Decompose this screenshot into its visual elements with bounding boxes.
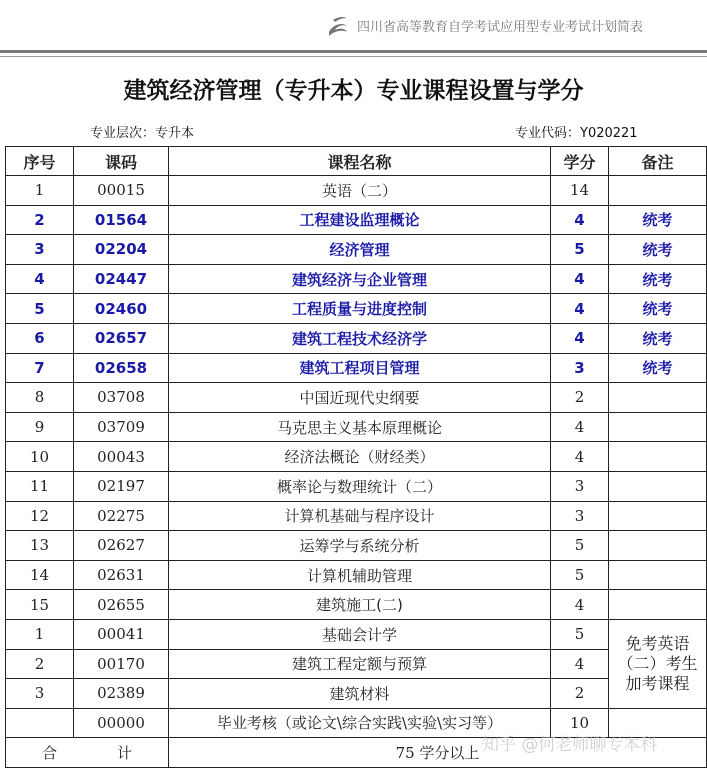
table-row — [6, 176, 707, 206]
note — [609, 471, 707, 501]
table-row — [6, 205, 707, 235]
course-code: 03708 — [74, 383, 169, 413]
table-row — [6, 264, 707, 294]
col-credit: 学分 — [551, 147, 609, 176]
course-name: 建筑材料 — [169, 679, 551, 709]
course-code: 02204 — [74, 235, 169, 265]
row-no: 1 — [6, 619, 74, 649]
credit: 3 — [551, 353, 609, 383]
note: 统考 — [609, 205, 707, 235]
table-row — [6, 471, 707, 501]
credit: 10 — [551, 708, 609, 738]
course-code: 02389 — [74, 679, 169, 709]
table-row — [6, 590, 707, 620]
note — [609, 560, 707, 590]
course-code: 02460 — [74, 294, 169, 324]
note: 统考 — [609, 323, 707, 353]
row-no: 2 — [6, 649, 74, 679]
course-code: 00170 — [74, 649, 169, 679]
course-code: 00015 — [74, 176, 169, 206]
course-code: 02657 — [74, 323, 169, 353]
logo-icon — [325, 12, 351, 38]
course-name: 马克思主义基本原理概论 — [169, 412, 551, 442]
table-row — [6, 649, 707, 679]
note: 统考 — [609, 294, 707, 324]
row-no: 10 — [6, 442, 74, 472]
row-no: 14 — [6, 560, 74, 590]
course-name: 建筑工程项目管理 — [169, 353, 551, 383]
total-value: 75 学分以上 — [169, 738, 707, 768]
row-no: 7 — [6, 353, 74, 383]
total-label-b: 计 — [117, 744, 133, 763]
credit: 2 — [551, 383, 609, 413]
col-no: 序号 — [6, 147, 74, 176]
table-row — [6, 679, 707, 709]
col-name: 课程名称 — [169, 147, 551, 176]
row-no: 13 — [6, 531, 74, 561]
total-label-a: 合 — [41, 744, 57, 763]
total-label — [6, 738, 169, 768]
course-name: 计算机辅助管理 — [169, 560, 551, 590]
table-row — [6, 353, 707, 383]
course-name: 基础会计学 — [169, 619, 551, 649]
credit: 4 — [551, 590, 609, 620]
credit: 4 — [551, 264, 609, 294]
course-name: 建筑经济与企业管理 — [169, 264, 551, 294]
course-code: 02655 — [74, 590, 169, 620]
course-name: 建筑工程技术经济学 — [169, 323, 551, 353]
row-no — [6, 708, 74, 738]
note — [609, 176, 707, 206]
course-name: 建筑工程定额与预算 — [169, 649, 551, 679]
credit: 14 — [551, 176, 609, 206]
table-row — [6, 619, 707, 649]
credit: 4 — [551, 205, 609, 235]
extra-note: 免考英语（二）考生加考课程 — [609, 619, 707, 708]
table-row — [6, 442, 707, 472]
course-code: 02631 — [74, 560, 169, 590]
note — [609, 590, 707, 620]
course-name: 运筹学与系统分析 — [169, 531, 551, 561]
row-no: 9 — [6, 412, 74, 442]
table-row — [6, 531, 707, 561]
table-row — [6, 323, 707, 353]
course-name: 计算机基础与程序设计 — [169, 501, 551, 531]
row-no: 15 — [6, 590, 74, 620]
course-code: 02197 — [74, 471, 169, 501]
major-level: 专业层次：专升本 — [90, 126, 195, 141]
col-code: 课码 — [74, 147, 169, 176]
row-no: 6 — [6, 323, 74, 353]
row-no: 4 — [6, 264, 74, 294]
credit: 4 — [551, 649, 609, 679]
header — [325, 12, 643, 38]
note: 统考 — [609, 353, 707, 383]
row-no: 3 — [6, 679, 74, 709]
row-no: 3 — [6, 235, 74, 265]
table-row — [6, 501, 707, 531]
note — [609, 412, 707, 442]
credit: 3 — [551, 501, 609, 531]
table-row — [6, 560, 707, 590]
table-header — [6, 147, 707, 176]
row-no: 5 — [6, 294, 74, 324]
course-code: 02627 — [74, 531, 169, 561]
course-name: 中国近现代史纲要 — [169, 383, 551, 413]
major-code: 专业代码：Y020221 — [515, 126, 638, 141]
credit: 4 — [551, 442, 609, 472]
watermark: 知乎 @何老师聊专本科 — [482, 735, 658, 755]
credit: 5 — [551, 235, 609, 265]
course-table — [5, 146, 707, 768]
course-code: 00000 — [74, 708, 169, 738]
row-no: 1 — [6, 176, 74, 206]
course-name: 经济管理 — [169, 235, 551, 265]
note — [609, 442, 707, 472]
row-no: 2 — [6, 205, 74, 235]
course-code: 02447 — [74, 264, 169, 294]
course-name: 英语（二） — [169, 176, 551, 206]
header-rule — [0, 50, 707, 53]
course-name: 建筑施工(二) — [169, 590, 551, 620]
course-name: 概率论与数理统计（二） — [169, 471, 551, 501]
note — [609, 383, 707, 413]
table-row — [6, 383, 707, 413]
header-rule-thin — [0, 56, 707, 57]
org-header-text: 四川省高等教育自学考试应用型专业考试计划简表 — [357, 19, 644, 35]
note: 统考 — [609, 264, 707, 294]
table-row — [6, 412, 707, 442]
course-code: 03709 — [74, 412, 169, 442]
note: 统考 — [609, 235, 707, 265]
credit: 4 — [551, 294, 609, 324]
credit: 5 — [551, 619, 609, 649]
course-name: 毕业考核（或论文\综合实践\实验\实习等） — [169, 708, 551, 738]
course-name: 经济法概论（财经类） — [169, 442, 551, 472]
credit: 5 — [551, 531, 609, 561]
credit: 4 — [551, 323, 609, 353]
table-row — [6, 294, 707, 324]
course-code: 00043 — [74, 442, 169, 472]
credit: 3 — [551, 471, 609, 501]
note — [609, 531, 707, 561]
credit: 5 — [551, 560, 609, 590]
credit: 4 — [551, 412, 609, 442]
course-name: 工程建设监理概论 — [169, 205, 551, 235]
row-no: 11 — [6, 471, 74, 501]
col-note: 备注 — [609, 147, 707, 176]
course-code: 02658 — [74, 353, 169, 383]
page-title: 建筑经济管理（专升本）专业课程设置与学分 — [123, 78, 584, 104]
row-no: 12 — [6, 501, 74, 531]
course-code: 00041 — [74, 619, 169, 649]
note — [609, 501, 707, 531]
row-no: 8 — [6, 383, 74, 413]
course-name: 工程质量与进度控制 — [169, 294, 551, 324]
table-row — [6, 235, 707, 265]
credit: 2 — [551, 679, 609, 709]
course-code: 02275 — [74, 501, 169, 531]
course-code: 01564 — [74, 205, 169, 235]
